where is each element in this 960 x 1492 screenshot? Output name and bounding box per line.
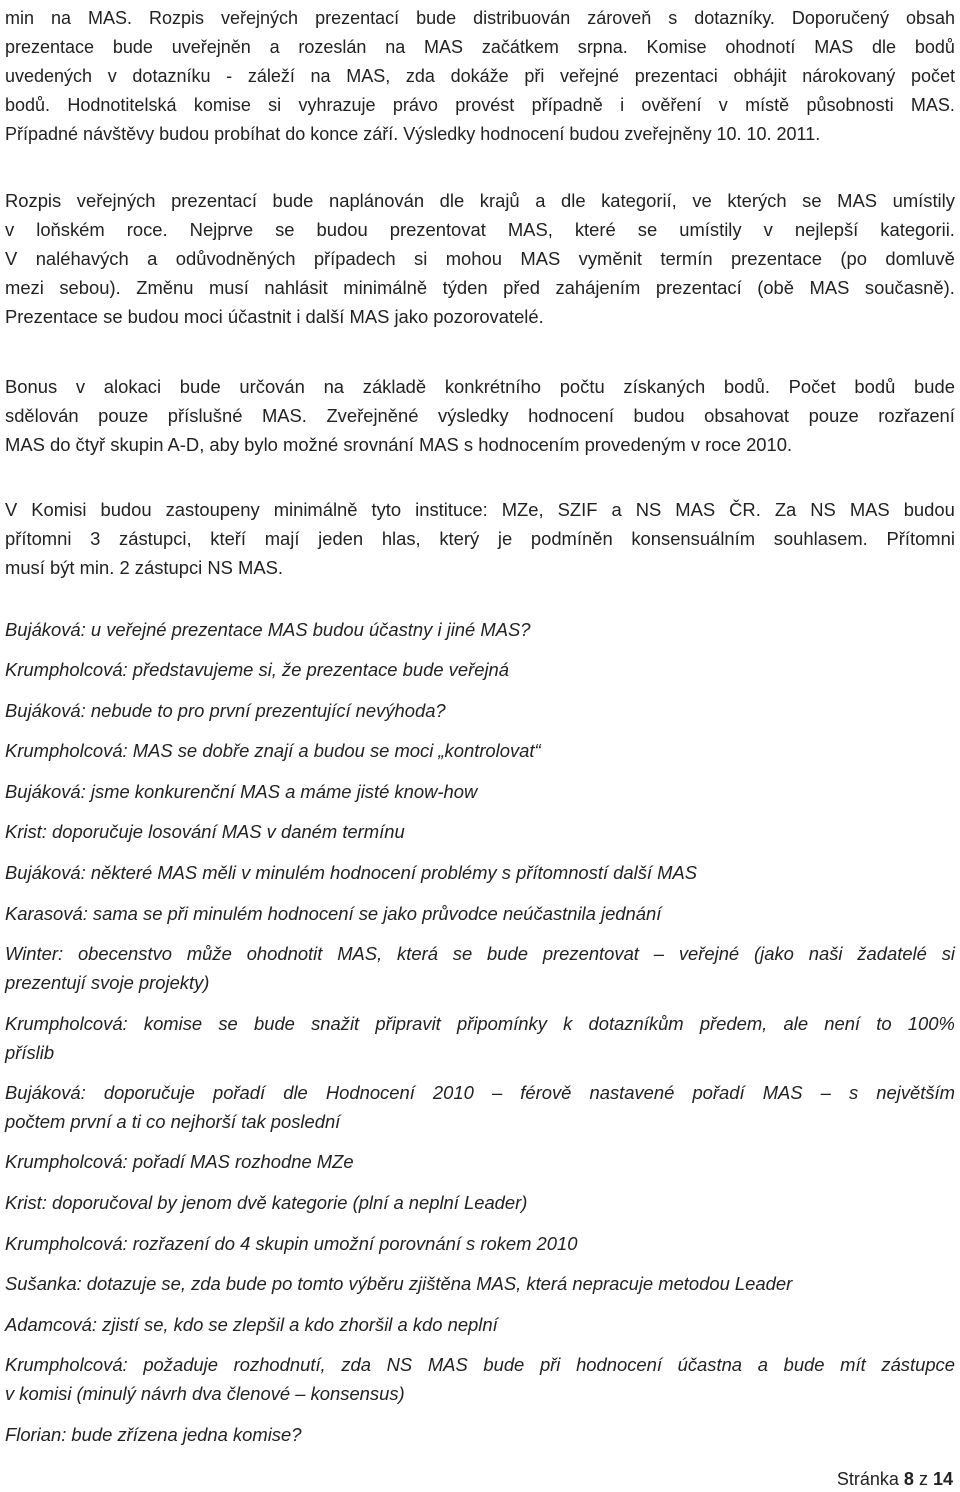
text-line: V naléhavých a odůvodněných případech si mohou MAS vyměnit termín prezentace (po domluvě: [5, 248, 955, 269]
discussion-item: [5, 1420, 955, 1449]
discussion-line: Krumpholcová: představujeme si, že prezentace bude veřejná: [5, 659, 509, 680]
discussion-item: [5, 696, 955, 725]
footer-separator: z: [918, 1469, 928, 1489]
discussion-line: Adamcová: zjistí se, kdo se zlepšil a kdo zhoršil a kdo neplní: [5, 1314, 498, 1335]
text-line: Případné návštěvy budou probíhat do konce září. Výsledky hodnocení budou zveřejněny 10. 10. 2011.: [5, 124, 821, 144]
discussion-line: Bujáková: jsme konkurenční MAS a máme jisté know-how: [5, 781, 478, 802]
text-line: přítomni 3 zástupci, kteří mají jeden hlas, který je podmíněn konsensuálním souhlasem. Přítomni: [5, 528, 955, 549]
text-line: sdělován pouze příslušné MAS. Zveřejněné výsledky hodnocení budou obsahovat pouze rozřazení: [5, 405, 955, 426]
paragraph-bonus: [5, 372, 955, 459]
discussion-line: Winter: obecenstvo může ohodnotit MAS, která se bude prezentovat – veřejné (jako naši žadatelé si: [5, 943, 955, 964]
discussion-line: Florian: bude zřízena jedna komise?: [5, 1424, 302, 1445]
page-footer: [837, 1466, 953, 1492]
text-line: Rozpis veřejných prezentací bude naplánován dle krajů a dle kategorií, ve kterých se MAS umístily: [5, 190, 955, 211]
discussion-line: Krumpholcová: MAS se dobře znají a budou se moci „kontrolovat“: [5, 740, 541, 761]
text-line: prezentace bude uveřejněn a rozeslán na MAS začátkem srpna. Komise ohodnotí MAS dle bodů: [5, 37, 955, 57]
discussion-line: Bujáková: některé MAS měli v minulém hodnocení problémy s přítomností další MAS: [5, 862, 697, 883]
paragraph-intro: [5, 4, 955, 149]
discussion-line: Krumpholcová: pořadí MAS rozhodne MZe: [5, 1151, 354, 1172]
text-line: mezi sebou). Změnu musí nahlásit minimálně týden před zahájením prezentací (obě MAS současně).: [5, 277, 955, 298]
footer-label: Stránka: [836, 1469, 899, 1489]
discussion-item: [5, 736, 955, 765]
discussion-item: [5, 777, 955, 806]
discussion-item: [5, 858, 955, 887]
discussion-item: [5, 939, 955, 997]
text-line: uvedených v dotazníku - záleží na MAS, zda dokáže při veřejné prezentaci obhájit nárokovaný počet: [5, 66, 955, 86]
discussion-line: Krumpholcová: rozřazení do 4 skupin umožní porovnání s rokem 2010: [5, 1233, 578, 1254]
discussion-line: v komisi (minulý návrh dva členové – konsensus): [5, 1383, 405, 1404]
discussion-line: Bujáková: doporučuje pořadí dle Hodnocení 2010 – férově nastavené pořadí MAS – s největším: [5, 1082, 955, 1103]
text-line: bodů. Hodnotitelská komise si vyhrazuje právo provést případně i ověření v místě působnosti MAS.: [5, 95, 955, 115]
paragraph-schedule: [5, 186, 955, 331]
discussion-line: Bujáková: u veřejné prezentace MAS budou účastny i jiné MAS?: [5, 619, 531, 640]
discussion-item: [5, 899, 955, 928]
discussion-item: [5, 817, 955, 846]
discussion-line: Karasová: sama se při minulém hodnocení se jako průvodce neúčastnila jednání: [5, 903, 662, 924]
discussion-line: Krumpholcová: požaduje rozhodnutí, zda NS MAS bude při hodnocení účastna a bude mít zástupce: [5, 1354, 955, 1375]
discussion-item: [5, 655, 955, 684]
discussion-line: Krist: doporučuje losování MAS v daném termínu: [5, 821, 405, 842]
text-line: v loňském roce. Nejprve se budou prezentovat MAS, které se umístily v nejlepší kategorii.: [5, 219, 955, 240]
discussion-line: Sušanka: dotazuje se, zda bude po tomto výběru zjištěna MAS, která nepracuje metodou Leader: [5, 1273, 793, 1294]
discussion-item: [5, 1147, 955, 1176]
discussion-line: Krist: doporučoval by jenom dvě kategorie (plní a neplní Leader): [5, 1192, 528, 1213]
discussion-item: [5, 1350, 955, 1408]
discussion-line: příslib: [5, 1042, 55, 1063]
text-line: min na MAS. Rozpis veřejných prezentací bude distribuován zároveň s dotazníky. Doporučený obsah: [5, 8, 955, 28]
discussion-line: počtem první a ti co nejhorší tak poslední: [5, 1111, 341, 1132]
discussion-item: [5, 1078, 955, 1136]
discussion-item: [5, 1269, 955, 1298]
discussion-item: [5, 1229, 955, 1258]
text-line: musí být min. 2 zástupci NS MAS.: [5, 557, 283, 578]
discussion-line: Bujáková: nebude to pro první prezentující nevýhoda?: [5, 700, 446, 721]
text-line: Prezentace se budou moci účastnit i další MAS jako pozorovatelé.: [5, 306, 544, 327]
footer-page-number: 8: [903, 1469, 914, 1489]
discussion-line: prezentují svoje projekty): [5, 972, 210, 993]
text-line: MAS do čtyř skupin A-D, aby bylo možné srovnání MAS s hodnocením provedeným v roce 2010.: [5, 434, 793, 455]
footer-page-total: 14: [932, 1469, 953, 1489]
text-line: V Komisi budou zastoupeny minimálně tyto instituce: MZe, SZIF a NS MAS ČR. Za NS MAS budou: [5, 499, 955, 520]
discussion-item: [5, 1188, 955, 1217]
discussion-line: Krumpholcová: komise se bude snažit připravit připomínky k dotazníkům předem, ale není to 100%: [5, 1013, 955, 1034]
discussion-item: [5, 615, 955, 644]
text-line: Bonus v alokaci bude určován na základě konkrétního počtu získaných bodů. Počet bodů bude: [5, 376, 955, 397]
discussion-item: [5, 1310, 955, 1339]
paragraph-commission: [5, 495, 955, 582]
discussion-item: [5, 1009, 955, 1067]
